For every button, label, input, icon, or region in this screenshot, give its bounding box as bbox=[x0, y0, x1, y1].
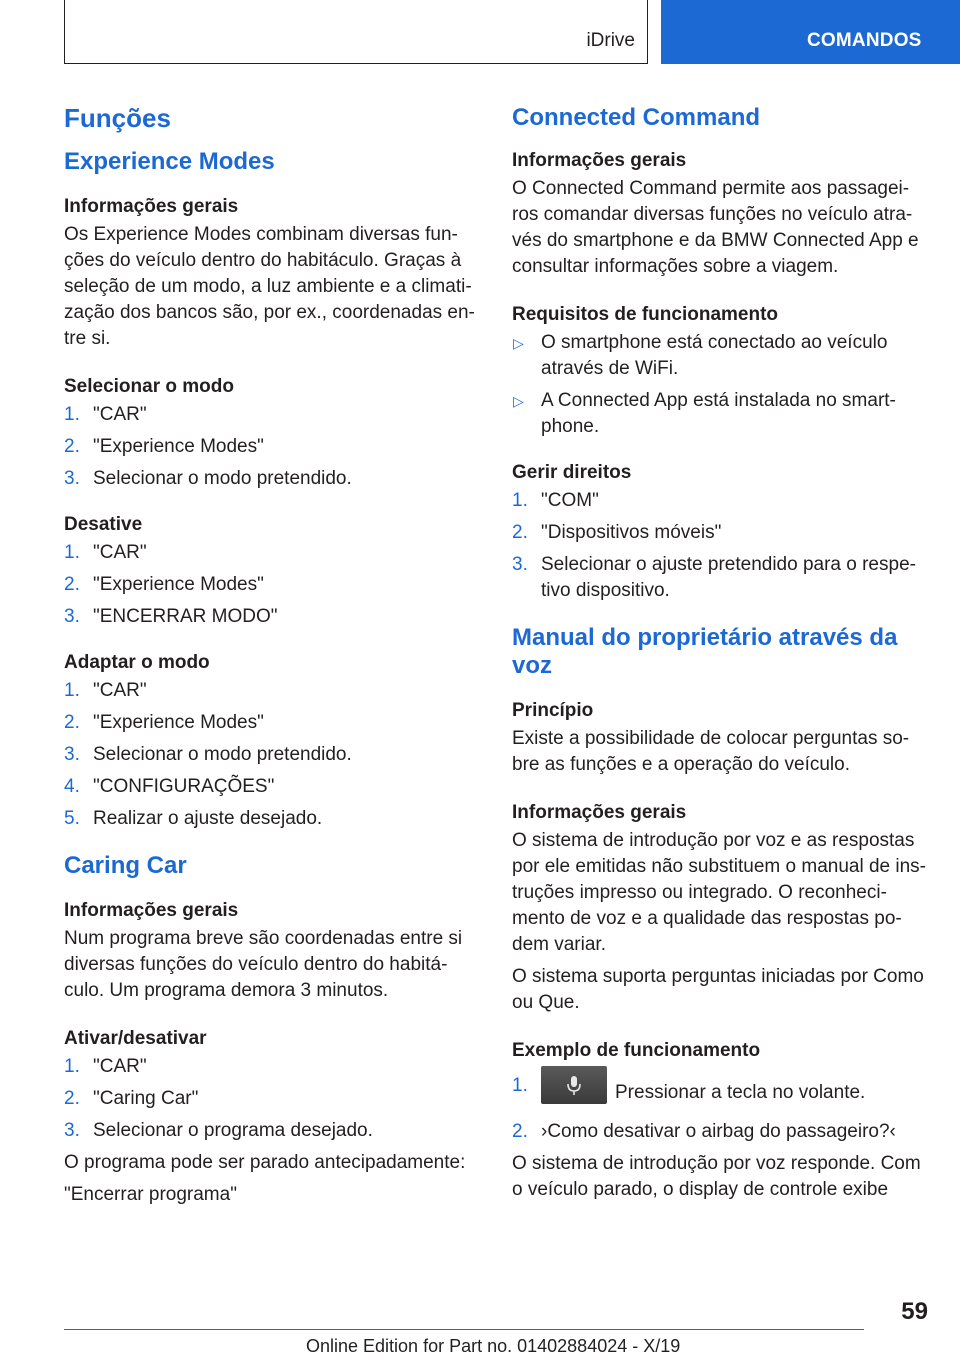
list-item: 1. "CAR" bbox=[64, 680, 147, 701]
subheading-principle: Princípio bbox=[512, 700, 594, 721]
subheading-info: Informações gerais bbox=[512, 150, 687, 171]
paragraph: Os Experience Modes combinam diversas fun-ções do veículo dentro do habitáculo. Graças à seleção de um modo, a luz ambiente e a climati-zação dos bancos são, por ex., coordenadas en-tre si. bbox=[64, 224, 475, 349]
list-item: 2. "Experience Modes" bbox=[64, 436, 264, 457]
page-title: Funções bbox=[64, 103, 171, 133]
list-item: 2. ›Como desativar o airbag do passageiro?‹ bbox=[512, 1121, 896, 1142]
microphone-icon bbox=[563, 1074, 585, 1096]
paragraph: O programa pode ser parado antecipadamente: bbox=[64, 1152, 466, 1173]
list-item: 1. "CAR" bbox=[64, 1056, 147, 1077]
list-item: 3. "ENCERRAR MODO" bbox=[64, 606, 278, 627]
subheading-example: Exemplo de funcionamento bbox=[512, 1040, 761, 1061]
requirements-list bbox=[512, 330, 927, 440]
subheading-rights: Gerir direitos bbox=[512, 462, 632, 483]
list-item: 3. Selecionar o modo pretendido. bbox=[64, 744, 352, 765]
header-section: iDrive bbox=[586, 30, 635, 51]
footer-edition: Online Edition for Part no. 01402884024 - X/19 bbox=[306, 1336, 681, 1356]
steps-select-mode bbox=[64, 402, 479, 492]
paragraph: O Connected Command permite aos passagei-ros comandar diversas funções no veículo atra-vés do smartphone e da BMW Connected App e consultar informações sobre a viagem. bbox=[512, 178, 919, 277]
list-item: 3. Selecionar o programa desejado. bbox=[64, 1120, 373, 1141]
header-frame bbox=[64, 0, 648, 64]
list-item: 4. "CONFIGURAÇÕES" bbox=[64, 776, 275, 797]
list-item: 3. Selecionar o ajuste pretendido para o respe-tivo dispositivo. bbox=[512, 554, 916, 601]
list-item: 2. "Caring Car" bbox=[64, 1088, 199, 1109]
steps-toggle bbox=[64, 1054, 479, 1144]
list-item: 2. "Experience Modes" bbox=[64, 574, 264, 595]
triangle-bullet-icon: ▷ bbox=[513, 335, 524, 351]
section-title-caring-car: Caring Car bbox=[64, 852, 187, 879]
list-item: 3. Selecionar o modo pretendido. bbox=[64, 468, 352, 489]
list-item: 5. Realizar o ajuste desejado. bbox=[64, 808, 323, 829]
paragraph: O sistema suporta perguntas iniciadas por Como ou Que. bbox=[512, 966, 924, 1013]
paragraph: Existe a possibilidade de colocar perguntas so-bre as funções e a operação do veículo. bbox=[512, 728, 910, 775]
section-title-voice-manual: Manual do proprietário através da voz bbox=[512, 624, 898, 679]
list-item: ▷ A Connected App está instalada no smart-phone. bbox=[513, 390, 896, 437]
subheading-info: Informações gerais bbox=[64, 900, 239, 921]
paragraph: "Encerrar programa" bbox=[64, 1184, 237, 1205]
list-item: 1. "CAR" bbox=[64, 404, 147, 425]
left-column bbox=[64, 98, 479, 1230]
triangle-bullet-icon: ▷ bbox=[513, 393, 524, 409]
paragraph: Num programa breve são coordenadas entre si diversas funções do veículo dentro do habitá-culo. Um programa demora 3 minutos. bbox=[64, 928, 463, 1001]
steps-adapt-mode bbox=[64, 678, 479, 832]
list-item: 2. "Experience Modes" bbox=[64, 712, 264, 733]
steps-deactivate bbox=[64, 540, 479, 630]
subheading-select-mode: Selecionar o modo bbox=[64, 376, 234, 397]
list-item: ▷ O smartphone está conectado ao veículo através de WiFi. bbox=[513, 332, 888, 379]
right-column bbox=[512, 98, 927, 1225]
subheading-adapt-mode: Adaptar o modo bbox=[64, 652, 210, 673]
subheading-toggle: Ativar/desativar bbox=[64, 1028, 207, 1049]
list-item: 2. "Dispositivos móveis" bbox=[512, 522, 722, 543]
subheading-deactivate: Desative bbox=[64, 514, 143, 535]
paragraph: O sistema de introdução por voz e as respostas por ele emitidas não substituem o manual de ins-truções impresso ou integrado. O reconheci-mento de voz e a qualidade das respostas po-dem variar. bbox=[512, 830, 927, 955]
subheading-info: Informações gerais bbox=[512, 802, 687, 823]
footer-divider bbox=[64, 1329, 864, 1330]
steps-rights bbox=[512, 488, 927, 604]
list-item: 1. "COM" bbox=[512, 490, 599, 511]
list-item: 1. "CAR" bbox=[64, 542, 147, 563]
paragraph: O sistema de introdução por voz responde. Com o veículo parado, o display de controle exibe bbox=[512, 1153, 921, 1200]
subheading-requirements: Requisitos de funcionamento bbox=[512, 304, 779, 325]
subheading-info: Informações gerais bbox=[64, 196, 239, 217]
steps-example bbox=[512, 1066, 927, 1145]
voice-button-icon bbox=[541, 1066, 607, 1104]
tab-comandos[interactable]: COMANDOS bbox=[661, 0, 960, 64]
section-title-connected-command: Connected Command bbox=[512, 104, 761, 131]
list-item: 1. Pressionar a tecla no volante. bbox=[512, 1066, 927, 1113]
section-title-experience-modes: Experience Modes bbox=[64, 148, 275, 175]
page-number: 59 bbox=[901, 1298, 928, 1325]
